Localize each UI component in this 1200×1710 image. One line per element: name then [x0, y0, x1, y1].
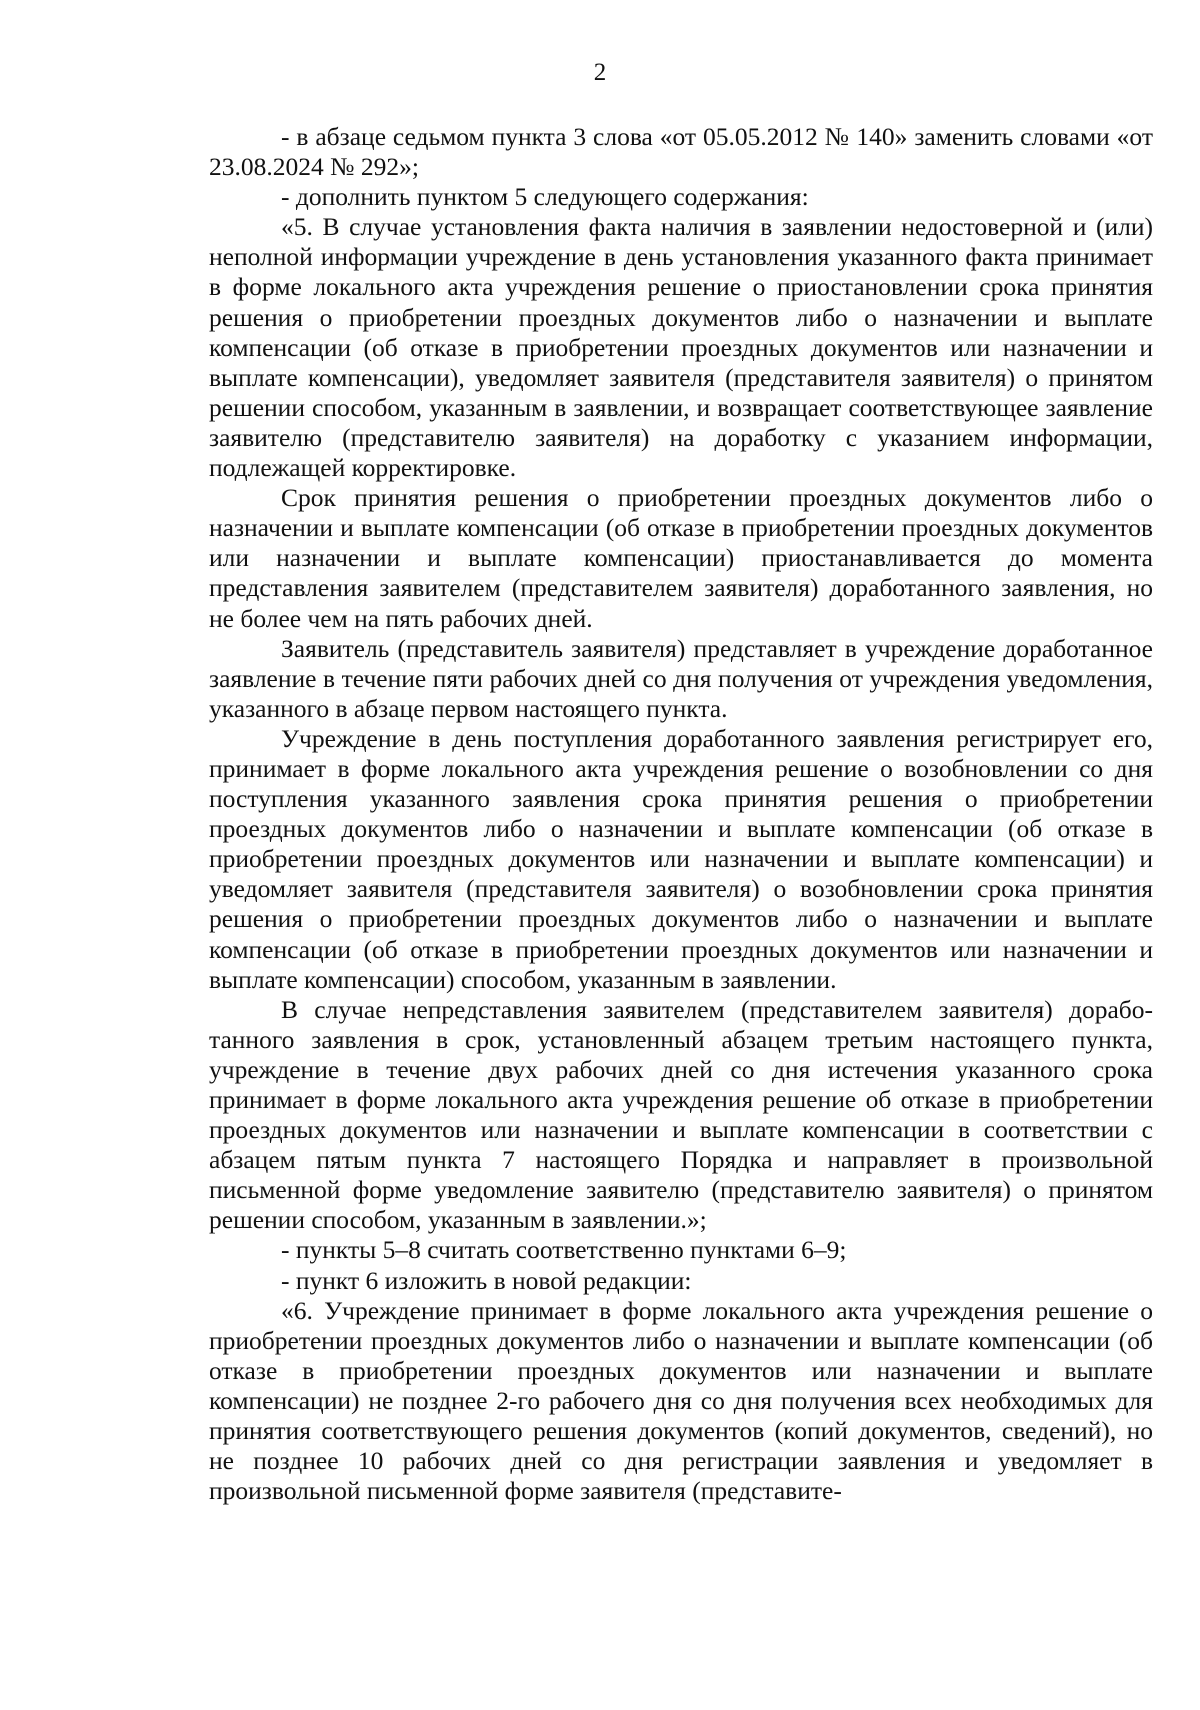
paragraph-applicant-resubmission: Заявитель (представитель заявителя) представляет в учреждение доработанное заявление в течение пяти рабочих дней со дня получения от учреждения уведомления, указанного в абзаце первом настоящего пункта.: [209, 633, 1153, 723]
page-number: 2: [593, 59, 607, 86]
paragraph-renumbering: - пункты 5–8 считать соответственно пунктами 6–9;: [281, 1235, 847, 1265]
paragraph-resumption: Учреждение в день поступления доработанного заявления регистрирует его, принимает в форме локального акта учреждения решение о возобновлении со дня поступления указанного заявления срока принятия решения о приобретении проездных документов либо о назначении и выплате компенсации (об отказе в приобретении проездных документов или назначении и выплате компенсации) и уведомляет заявителя (представителя заявителя) о возобновлении срока принятия решения о приобретении проездных документов либо о назначении и выплате компенсации (об отказе в приобретении проездных документов или назначении и выплате компенсации) способом, указанным в заявлении.: [209, 723, 1153, 994]
paragraph-new-point-6: - пункт 6 изложить в новой редакции:: [281, 1265, 692, 1295]
paragraph-amendment-point-3: - в абзаце седьмом пункта 3 слова «от 05.05.2012 № 140» заменить словами «от 23.08.2024 № 292»;: [209, 122, 1153, 182]
paragraph-decision-suspension: Срок принятия решения о приобретении проездных документов либо о назначении и выплате компенсации (об отказе в приобретении проездных документов или назначении и выплате компенсации) приостанавливается до момента представления заявителем (представителем заявителя) доработанного заявления, но не более чем на пять рабочих дней.: [209, 483, 1153, 633]
document-body: [209, 122, 1153, 1506]
paragraph-point-5-text: «5. В случае установления факта наличия в заявлении недостоверной и (или) неполной информации учреждение в день установления указанного факта принимает в форме локального акта учреждения решение о приостановлении срока принятия решения о приобретении проездных документов либо о назначении и выплате компенсации (об отказе в приобретении проездных документов или назначении и выплате компенсации), уведомляет заявителя (представителя заявителя) о принятом решении способом, указанным в заявлении, и возвращает соответствующее заявление заявителю (представителю заявителя) на доработку с указанием информации, подлежащей корректировке.: [209, 212, 1153, 483]
paragraph-non-submission: В случае непредставления заявителем (представителем заявителя) доработанного заявления в срок, установленный абзацем третьим настоящего пункта, учреждение в течение двух рабочих дней со дня истечения указанного срока принимает в форме локального акта учреждения решение об отказе в приобретении проездных документов или назначении и выплате компенсации в соответствии с абзацем пятым пункта 7 настоящего Порядка и направляет в произвольной письменной форме уведомление заявителю (представителю заявителя) о принятом решении способом, указанным в заявлении.»;: [209, 994, 1153, 1235]
paragraph-add-point-5: - дополнить пунктом 5 следующего содержания:: [281, 182, 809, 212]
paragraph-point-6-text: «6. Учреждение принимает в форме локального акта учреждения решение о приобретении проездных документов либо о назначении и выплате компенсации (об отказе в приобретении проездных документов или назначении и выплате компенсации) не позднее 2-го рабочего дня со дня получения всех необходимых для принятия соответствующего решения документов (копий документов, сведений), но не позднее 10 рабочих дней со дня регистрации заявления и уведомляет в произвольной письменной форме заявителя (представите-: [209, 1295, 1153, 1506]
